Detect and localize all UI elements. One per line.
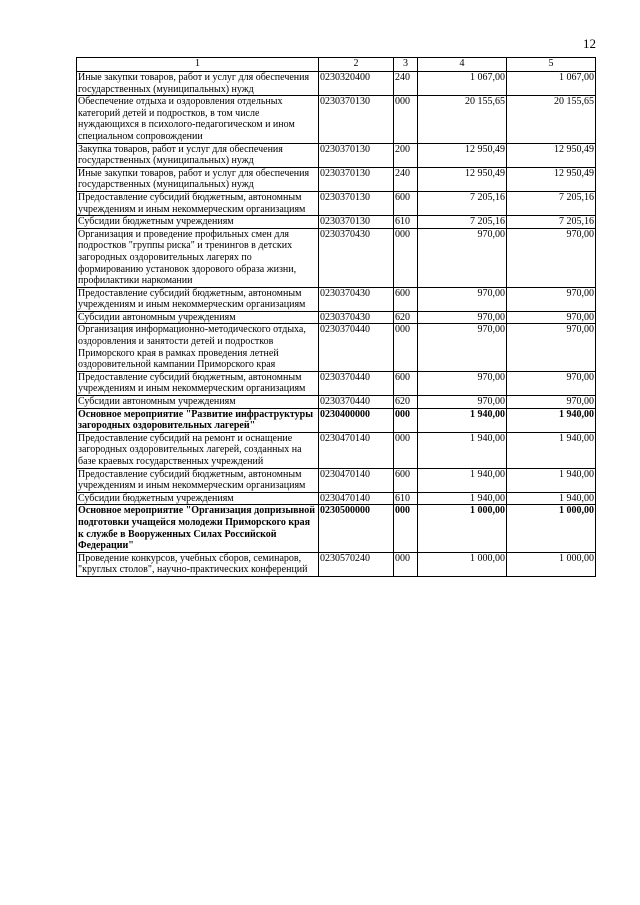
row-amount-col5-cell: 12 950,49 xyxy=(507,167,596,191)
row-type-cell: 000 xyxy=(394,505,418,552)
table-row xyxy=(77,191,596,215)
row-amount-col5-cell: 970,00 xyxy=(507,396,596,409)
row-amount-col4-cell: 12 950,49 xyxy=(418,143,507,167)
table-row xyxy=(77,72,596,96)
row-amount-col5-cell: 12 950,49 xyxy=(507,143,596,167)
row-code-cell: 0230370130 xyxy=(319,167,394,191)
row-type-cell: 240 xyxy=(394,72,418,96)
row-amount-col4-cell: 1 067,00 xyxy=(418,72,507,96)
table-row xyxy=(77,371,596,395)
row-amount-col5-cell: 1 067,00 xyxy=(507,72,596,96)
row-amount-col4-cell: 7 205,16 xyxy=(418,191,507,215)
row-amount-col4-cell: 20 155,65 xyxy=(418,96,507,143)
page-number: 12 xyxy=(583,36,596,51)
row-amount-col5-cell: 1 940,00 xyxy=(507,408,596,432)
table-row xyxy=(77,96,596,143)
row-type-cell: 620 xyxy=(394,311,418,324)
header-col-2: 2 xyxy=(319,58,394,72)
row-name-cell: Организация информационно-методического отдыха, оздоровления и занятости детей и подростков Приморского края в рамках проведения летней оздоровительной кампании Приморского края xyxy=(77,324,319,371)
row-type-cell: 240 xyxy=(394,167,418,191)
row-amount-col5-cell: 970,00 xyxy=(507,287,596,311)
budget-table xyxy=(76,57,596,577)
row-name-cell: Предоставление субсидий бюджетным, автономным учреждениям и иным некоммерческим организациям xyxy=(77,191,319,215)
row-type-cell: 610 xyxy=(394,216,418,229)
row-amount-col5-cell: 1 940,00 xyxy=(507,432,596,468)
row-code-cell: 0230320400 xyxy=(319,72,394,96)
row-type-cell: 600 xyxy=(394,287,418,311)
row-code-cell: 0230370440 xyxy=(319,324,394,371)
table-row xyxy=(77,287,596,311)
row-type-cell: 600 xyxy=(394,468,418,492)
table-row xyxy=(77,216,596,229)
row-name-cell: Иные закупки товаров, работ и услуг для обеспечения государственных (муниципальных) нужд xyxy=(77,167,319,191)
row-amount-col4-cell: 12 950,49 xyxy=(418,167,507,191)
row-amount-col5-cell: 970,00 xyxy=(507,228,596,287)
row-code-cell: 0230370130 xyxy=(319,216,394,229)
row-amount-col4-cell: 970,00 xyxy=(418,311,507,324)
row-name-cell: Субсидии бюджетным учреждениям xyxy=(77,216,319,229)
row-type-cell: 200 xyxy=(394,143,418,167)
row-name-cell: Закупка товаров, работ и услуг для обеспечения государственных (муниципальных) нужд xyxy=(77,143,319,167)
table-row xyxy=(77,228,596,287)
row-code-cell: 0230470140 xyxy=(319,468,394,492)
table-row xyxy=(77,468,596,492)
row-name-cell: Предоставление субсидий бюджетным, автономным учреждениям и иным некоммерческим организациям xyxy=(77,287,319,311)
row-amount-col4-cell: 970,00 xyxy=(418,324,507,371)
row-amount-col4-cell: 970,00 xyxy=(418,228,507,287)
row-amount-col4-cell: 1 940,00 xyxy=(418,468,507,492)
row-amount-col5-cell: 970,00 xyxy=(507,311,596,324)
row-code-cell: 0230470140 xyxy=(319,432,394,468)
row-amount-col4-cell: 970,00 xyxy=(418,287,507,311)
table-row xyxy=(77,552,596,576)
row-amount-col5-cell: 7 205,16 xyxy=(507,191,596,215)
row-code-cell: 0230370430 xyxy=(319,228,394,287)
row-name-cell: Основное мероприятие "Развитие инфраструктуры загородных оздоровительных лагерей" xyxy=(77,408,319,432)
row-name-cell: Обеспечение отдыха и оздоровления отдельных категорий детей и подростков, в том числе нуждающихся в психолого-педагогическом и ином специальном сопровождении xyxy=(77,96,319,143)
row-name-cell: Основное мероприятие "Организация допризывной подготовки учащейся молодежи Приморского края к службе в Вооруженных Силах Российской Федерации" xyxy=(77,505,319,552)
row-amount-col4-cell: 1 000,00 xyxy=(418,505,507,552)
row-name-cell: Проведение конкурсов, учебных сборов, семинаров, "круглых столов", научно-практических конференций xyxy=(77,552,319,576)
row-code-cell: 0230370130 xyxy=(319,96,394,143)
row-code-cell: 0230570240 xyxy=(319,552,394,576)
table-header-row xyxy=(77,58,596,72)
row-code-cell: 0230370440 xyxy=(319,396,394,409)
header-col-5: 5 xyxy=(507,58,596,72)
row-amount-col5-cell: 970,00 xyxy=(507,324,596,371)
row-type-cell: 000 xyxy=(394,432,418,468)
row-amount-col5-cell: 970,00 xyxy=(507,371,596,395)
row-name-cell: Субсидии бюджетным учреждениям xyxy=(77,492,319,505)
row-type-cell: 610 xyxy=(394,492,418,505)
row-name-cell: Иные закупки товаров, работ и услуг для обеспечения государственных (муниципальных) нужд xyxy=(77,72,319,96)
table-row xyxy=(77,311,596,324)
row-name-cell: Субсидии автономным учреждениям xyxy=(77,396,319,409)
table-row xyxy=(77,167,596,191)
row-type-cell: 600 xyxy=(394,191,418,215)
row-amount-col5-cell: 7 205,16 xyxy=(507,216,596,229)
row-amount-col5-cell: 1 000,00 xyxy=(507,552,596,576)
row-amount-col4-cell: 1 940,00 xyxy=(418,408,507,432)
row-amount-col4-cell: 1 940,00 xyxy=(418,492,507,505)
row-code-cell: 0230500000 xyxy=(319,505,394,552)
table-row xyxy=(77,505,596,552)
header-col-1: 1 xyxy=(77,58,319,72)
row-amount-col5-cell: 1 940,00 xyxy=(507,468,596,492)
header-col-4: 4 xyxy=(418,58,507,72)
row-name-cell: Предоставление субсидий бюджетным, автономным учреждениям и иным некоммерческим организациям xyxy=(77,468,319,492)
row-type-cell: 000 xyxy=(394,228,418,287)
row-type-cell: 000 xyxy=(394,408,418,432)
row-name-cell: Предоставление субсидий бюджетным, автономным учреждениям и иным некоммерческим организациям xyxy=(77,371,319,395)
row-type-cell: 620 xyxy=(394,396,418,409)
table-row xyxy=(77,408,596,432)
table-row xyxy=(77,143,596,167)
row-code-cell: 0230370430 xyxy=(319,287,394,311)
row-name-cell: Организация и проведение профильных смен для подростков "группы риска" и тренингов в детских загородных оздоровительных лагерях по формированию установок здорового образа жизни, профилактики наркомании xyxy=(77,228,319,287)
row-type-cell: 000 xyxy=(394,552,418,576)
row-amount-col4-cell: 1 940,00 xyxy=(418,432,507,468)
table-row xyxy=(77,324,596,371)
row-amount-col5-cell: 1 000,00 xyxy=(507,505,596,552)
row-amount-col5-cell: 1 940,00 xyxy=(507,492,596,505)
row-type-cell: 000 xyxy=(394,324,418,371)
row-type-cell: 600 xyxy=(394,371,418,395)
row-code-cell: 0230470140 xyxy=(319,492,394,505)
row-code-cell: 0230370130 xyxy=(319,191,394,215)
table-row xyxy=(77,492,596,505)
row-name-cell: Субсидии автономным учреждениям xyxy=(77,311,319,324)
row-type-cell: 000 xyxy=(394,96,418,143)
row-amount-col5-cell: 20 155,65 xyxy=(507,96,596,143)
row-amount-col4-cell: 7 205,16 xyxy=(418,216,507,229)
row-name-cell: Предоставление субсидий на ремонт и оснащение загородных оздоровительных лагерей, созданных на базе краевых государственных учреждений xyxy=(77,432,319,468)
row-code-cell: 0230370430 xyxy=(319,311,394,324)
row-code-cell: 0230370130 xyxy=(319,143,394,167)
row-amount-col4-cell: 970,00 xyxy=(418,371,507,395)
table-row xyxy=(77,396,596,409)
row-amount-col4-cell: 970,00 xyxy=(418,396,507,409)
row-code-cell: 0230400000 xyxy=(319,408,394,432)
row-code-cell: 0230370440 xyxy=(319,371,394,395)
table-row xyxy=(77,432,596,468)
row-amount-col4-cell: 1 000,00 xyxy=(418,552,507,576)
header-col-3: 3 xyxy=(394,58,418,72)
